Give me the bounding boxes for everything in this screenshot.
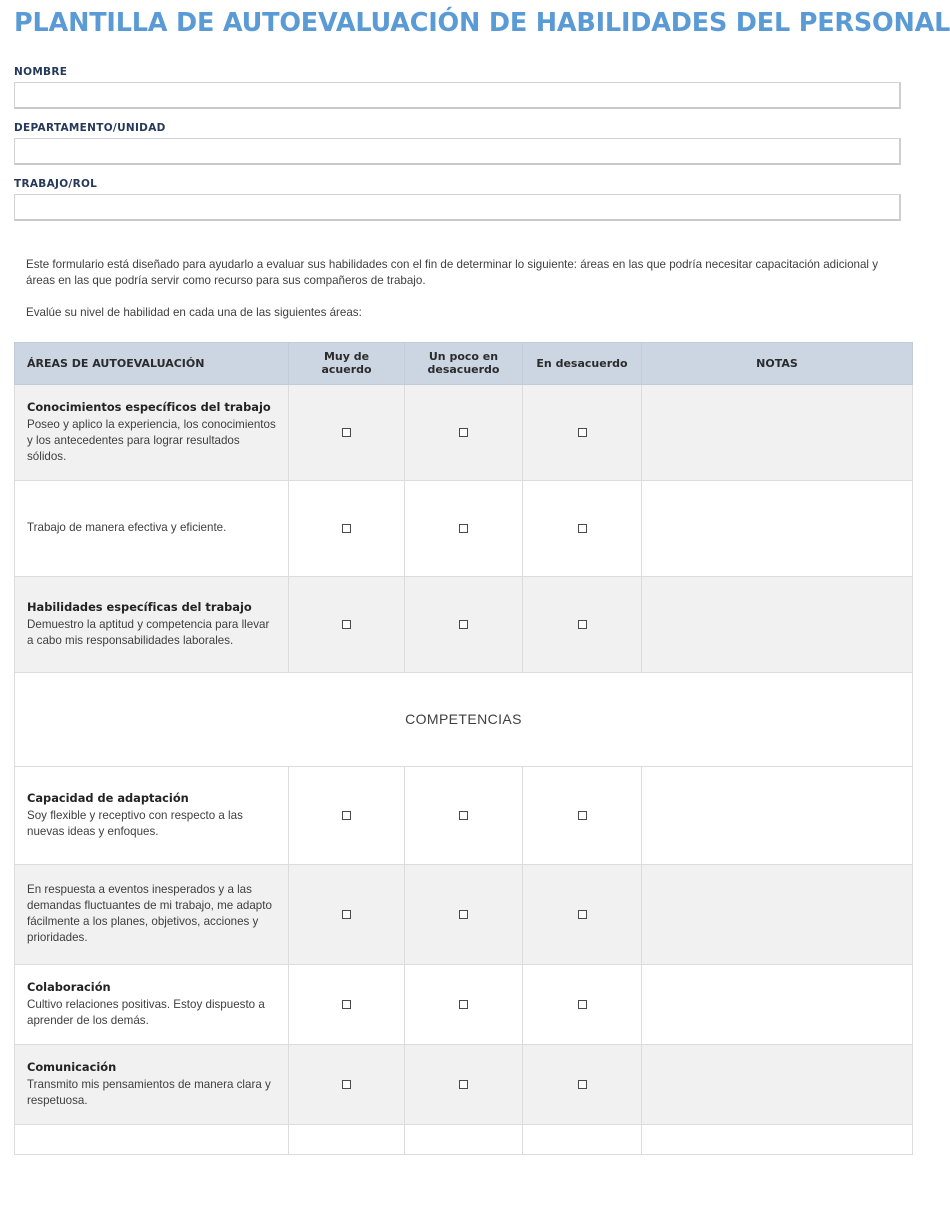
assessment-table bbox=[14, 342, 913, 1155]
checkbox-icon[interactable] bbox=[342, 524, 351, 533]
section-label-competencias: COMPETENCIAS bbox=[15, 672, 913, 766]
checkbox-icon[interactable] bbox=[459, 1080, 468, 1089]
checkbox-cell-option-2[interactable] bbox=[405, 864, 523, 964]
checkbox-cell-option-2[interactable] bbox=[405, 766, 523, 864]
field-label-nombre: NOMBRE bbox=[14, 65, 68, 78]
area-cell bbox=[15, 1044, 289, 1124]
table-row bbox=[15, 576, 913, 672]
column-header-option-3: En desacuerdo bbox=[523, 342, 642, 384]
area-cell bbox=[15, 766, 289, 864]
field-trabajo-rol bbox=[14, 178, 936, 221]
table-row bbox=[15, 964, 913, 1044]
checkbox-icon[interactable] bbox=[342, 811, 351, 820]
checkbox-icon[interactable] bbox=[342, 428, 351, 437]
checkbox-cell-option-3[interactable] bbox=[523, 576, 642, 672]
area-cell bbox=[15, 384, 289, 480]
column-header-notas: NOTAS bbox=[642, 342, 913, 384]
checkbox-cell-option-3[interactable] bbox=[523, 766, 642, 864]
column-header-area: ÁREAS DE AUTOEVALUACIÓN bbox=[15, 342, 289, 384]
checkbox-cell-option-3[interactable] bbox=[523, 964, 642, 1044]
table-row bbox=[15, 1044, 913, 1124]
checkbox-icon[interactable] bbox=[459, 620, 468, 629]
checkbox-icon[interactable] bbox=[578, 428, 587, 437]
area-title: Comunicación bbox=[27, 1060, 117, 1075]
area-title: Colaboración bbox=[27, 980, 111, 995]
checkbox-cell-option-2[interactable] bbox=[405, 576, 523, 672]
table-row bbox=[15, 1124, 913, 1154]
table-row bbox=[15, 384, 913, 480]
notes-cell[interactable] bbox=[642, 576, 913, 672]
checkbox-cell-option-1[interactable] bbox=[289, 766, 405, 864]
checkbox-icon[interactable] bbox=[578, 910, 587, 919]
notes-cell[interactable] bbox=[642, 1124, 913, 1154]
checkbox-cell-option-1[interactable] bbox=[289, 1124, 405, 1154]
checkbox-cell-option-2[interactable] bbox=[405, 964, 523, 1044]
trabajo-rol-input[interactable] bbox=[14, 194, 901, 221]
checkbox-icon[interactable] bbox=[578, 1080, 587, 1089]
area-cell bbox=[15, 964, 289, 1044]
nombre-input[interactable] bbox=[14, 82, 901, 109]
field-nombre bbox=[14, 66, 936, 109]
checkbox-icon[interactable] bbox=[578, 524, 587, 533]
checkbox-icon[interactable] bbox=[342, 1080, 351, 1089]
table-header-row bbox=[15, 342, 913, 384]
field-label-departamento: DEPARTAMENTO/UNIDAD bbox=[14, 121, 166, 134]
checkbox-cell-option-1[interactable] bbox=[289, 864, 405, 964]
checkbox-icon[interactable] bbox=[459, 428, 468, 437]
checkbox-icon[interactable] bbox=[342, 1000, 351, 1009]
area-description: Soy flexible y receptivo con respecto a las nuevas ideas y enfoques. bbox=[27, 808, 243, 838]
area-title: Capacidad de adaptación bbox=[27, 791, 189, 806]
intro-paragraph-1: Este formulario está diseñado para ayudarlo a evaluar sus habilidades con el fin de determinar lo siguiente: áreas en las que podría necesitar capacitación adicional y áreas en las que podría servir como recurso para sus compañeros de trabajo. bbox=[26, 257, 879, 287]
area-description: Transmito mis pensamientos de manera clara y respetuosa. bbox=[27, 1077, 271, 1107]
area-description: Demuestro la aptitud y competencia para llevar a cabo mis responsabilidades laborales. bbox=[27, 617, 270, 647]
area-description: Cultivo relaciones positivas. Estoy dispuesto a aprender de los demás. bbox=[27, 997, 265, 1027]
checkbox-cell-option-1[interactable] bbox=[289, 1044, 405, 1124]
checkbox-icon[interactable] bbox=[459, 524, 468, 533]
checkbox-cell-option-1[interactable] bbox=[289, 480, 405, 576]
area-description: En respuesta a eventos inesperados y a las demandas fluctuantes de mi trabajo, me adapto fácilmente a los planes, objetivos, acciones y prioridades. bbox=[27, 883, 272, 945]
area-cell bbox=[15, 864, 289, 964]
column-header-option-1: Muy de acuerdo bbox=[289, 342, 405, 384]
intro-paragraph-2: Evalúe su nivel de habilidad en cada una de las siguientes áreas: bbox=[26, 306, 362, 320]
departamento-input[interactable] bbox=[14, 138, 901, 165]
section-divider-row bbox=[15, 672, 913, 766]
header-form bbox=[0, 66, 950, 221]
checkbox-icon[interactable] bbox=[459, 1000, 468, 1009]
checkbox-cell-option-3[interactable] bbox=[523, 864, 642, 964]
table-row bbox=[15, 864, 913, 964]
notes-cell[interactable] bbox=[642, 384, 913, 480]
notes-cell[interactable] bbox=[642, 964, 913, 1044]
area-description: Trabajo de manera efectiva y eficiente. bbox=[27, 521, 227, 535]
checkbox-cell-option-1[interactable] bbox=[289, 384, 405, 480]
checkbox-cell-option-3[interactable] bbox=[523, 1124, 642, 1154]
checkbox-icon[interactable] bbox=[342, 910, 351, 919]
area-cell bbox=[15, 480, 289, 576]
checkbox-icon[interactable] bbox=[459, 811, 468, 820]
checkbox-cell-option-2[interactable] bbox=[405, 384, 523, 480]
checkbox-cell-option-2[interactable] bbox=[405, 1044, 523, 1124]
checkbox-cell-option-3[interactable] bbox=[523, 480, 642, 576]
checkbox-icon[interactable] bbox=[578, 620, 587, 629]
checkbox-icon[interactable] bbox=[578, 811, 587, 820]
area-title: Habilidades específicas del trabajo bbox=[27, 600, 252, 615]
intro-text bbox=[0, 257, 950, 322]
column-header-option-2: Un poco en desacuerdo bbox=[405, 342, 523, 384]
area-cell bbox=[15, 1124, 289, 1154]
checkbox-icon[interactable] bbox=[459, 910, 468, 919]
notes-cell[interactable] bbox=[642, 1044, 913, 1124]
field-label-trabajo-rol: TRABAJO/ROL bbox=[14, 177, 98, 190]
checkbox-icon[interactable] bbox=[342, 620, 351, 629]
checkbox-cell-option-2[interactable] bbox=[405, 1124, 523, 1154]
checkbox-cell-option-1[interactable] bbox=[289, 964, 405, 1044]
area-description: Poseo y aplico la experiencia, los conocimientos y los antecedentes para lograr resultados sólidos. bbox=[27, 417, 276, 463]
field-departamento bbox=[14, 122, 936, 165]
area-title: Conocimientos específicos del trabajo bbox=[27, 400, 271, 415]
notes-cell[interactable] bbox=[642, 864, 913, 964]
table-row bbox=[15, 480, 913, 576]
checkbox-cell-option-2[interactable] bbox=[405, 480, 523, 576]
checkbox-cell-option-1[interactable] bbox=[289, 576, 405, 672]
table-row bbox=[15, 766, 913, 864]
checkbox-icon[interactable] bbox=[578, 1000, 587, 1009]
notes-cell[interactable] bbox=[642, 480, 913, 576]
checkbox-cell-option-3[interactable] bbox=[523, 384, 642, 480]
notes-cell[interactable] bbox=[642, 766, 913, 864]
area-cell bbox=[15, 576, 289, 672]
assessment-table-wrapper bbox=[0, 342, 950, 1155]
page-title: PLANTILLA DE AUTOEVALUACIÓN DE HABILIDADES DEL PERSONAL bbox=[14, 8, 950, 38]
checkbox-cell-option-3[interactable] bbox=[523, 1044, 642, 1124]
